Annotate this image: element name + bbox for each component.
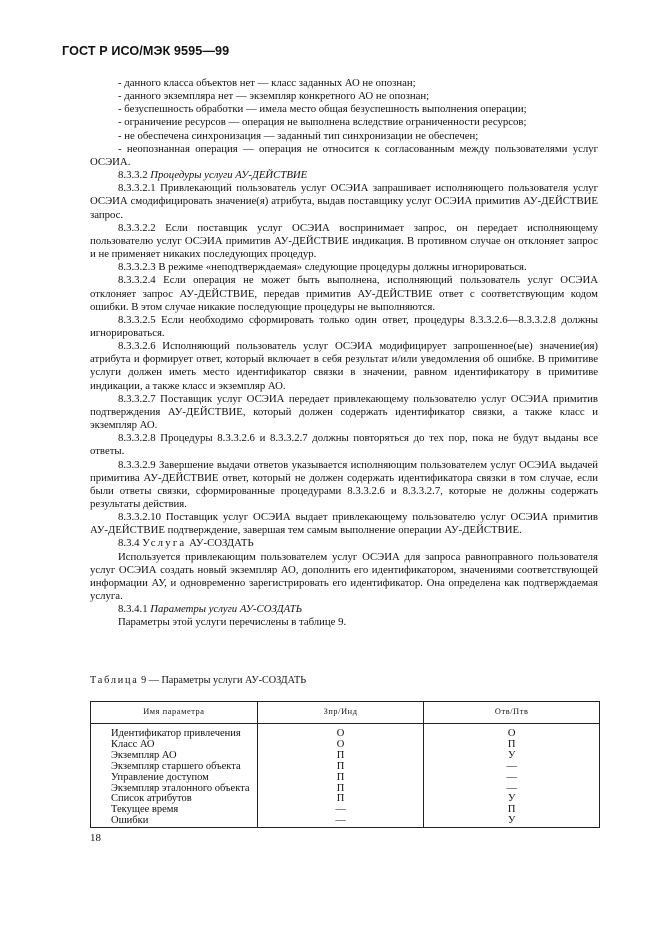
paragraph-text: - ограничение ресурсов — операция не выполнена вследствие ограниченности ресурсов; — [118, 116, 527, 129]
column-header-response: Отв/Птв — [424, 702, 600, 724]
table-row — [91, 773, 600, 784]
paragraph-text: АУ-СОЗДАТЬ — [189, 537, 254, 550]
paragraph — [90, 459, 598, 512]
paragraph-text: - данного экземпляра нет — экземпляр конкретного АО не опознан; — [118, 90, 430, 103]
paragraph — [90, 182, 598, 221]
request-cell: П — [257, 794, 424, 805]
response-cell: — — [424, 784, 600, 795]
section-title: Процедуры услуги АУ-ДЕЙСТВИЕ — [150, 169, 308, 182]
section-number: 8.3.4.1 — [118, 603, 148, 616]
response-cell: О — [424, 724, 600, 740]
paragraph — [90, 551, 598, 604]
paragraph-text: - безуспешность обработки — имела место общая безуспешность выполнения операции; — [118, 103, 527, 116]
column-header-name: Имя параметра — [91, 702, 258, 724]
paragraph — [90, 130, 598, 143]
paragraph — [90, 90, 598, 103]
response-cell: — — [424, 773, 600, 784]
parameter-name-cell: Идентификатор привлечения — [91, 724, 258, 740]
paragraph — [90, 77, 598, 90]
paragraph-text: 8.3.3.2.1 Привлекающий пользователь услуг ОСЭИА запрашивает исполняющего пользователя услуг ОСЭИА смодифицировать значение(я) атрибута, выдав поставщику услуг ОСЭИА примитив АУ-ДЕЙСТВИЕ запрос. — [90, 182, 598, 221]
paragraph — [90, 616, 598, 629]
document-header: ГОСТ Р ИСО/МЭК 9595—99 — [62, 44, 230, 58]
paragraph — [90, 340, 598, 393]
paragraph-text: Используется привлекающим пользователем услуг ОСЭИА для запроса равноправного пользователя услуг ОСЭИА создать новый экземпляр АО, дополнить его идентификатором, значениями соответствующей информации АУ, и одновременно зарегистрировать его идентификатор. Она определена как подтверждаемая услуга. — [90, 550, 598, 603]
response-cell: П — [424, 740, 600, 751]
paragraph — [90, 261, 598, 274]
parameter-name-cell: Ошибки — [91, 816, 258, 827]
paragraph-text: 8.3.3.2.5 Если необходимо сформировать только один ответ, процедуры 8.3.3.2.6—8.3.3.2.8 должны игнорироваться. — [90, 313, 598, 339]
response-cell: У — [424, 751, 600, 762]
table-row — [91, 816, 600, 827]
table-caption — [90, 675, 306, 686]
paragraph-text: 8.3.3.2.7 Поставщик услуг ОСЭИА передает привлекающему пользователю услуг ОСЭИА примитив подтверждения АУ-ДЕЙСТВИЕ, который должен содержать идентификатор связки, а также класс и экземпляр АО. — [90, 392, 598, 432]
parameter-name-cell: Список атрибутов — [91, 794, 258, 805]
parameter-name-cell: Управление доступом — [91, 773, 258, 784]
request-cell: О — [257, 724, 424, 740]
paragraph — [90, 511, 598, 537]
paragraph-text: 8.3.3.2.4 Если операция не может быть выполнена, исполняющий пользователь услуг ОСЭИА отклоняет запрос АУ-ДЕЙСТВИЕ, передав примитив АУ-ДЕЙСТВИЕ ответ с соответствующим кодом ошибки. В этом случае никакие последующие процедуры не выполняются. — [90, 274, 598, 313]
table-row — [91, 762, 600, 773]
parameter-name-cell: Экземпляр эталонного объекта — [91, 784, 258, 795]
parameter-name-cell: Класс АО — [91, 740, 258, 751]
parameter-name-cell: Текущее время — [91, 805, 258, 816]
request-cell: П — [257, 773, 424, 784]
parameters-table — [90, 701, 600, 828]
table-header-row — [91, 702, 600, 724]
paragraph-text: Параметры этой услуги перечислены в таблице 9. — [118, 616, 347, 629]
page-number: 18 — [90, 832, 101, 844]
paragraph — [90, 393, 598, 432]
body-text — [90, 77, 598, 630]
table-row — [91, 724, 600, 740]
request-cell: — — [257, 816, 424, 827]
parameter-name-cell: Экземпляр старшего объекта — [91, 762, 258, 773]
paragraph-text: - не обеспечена синхронизация — заданный тип синхронизации не обеспечен; — [118, 129, 479, 142]
paragraph — [90, 143, 598, 169]
request-cell: П — [257, 762, 424, 773]
paragraph — [90, 222, 598, 261]
request-cell: П — [257, 784, 424, 795]
paragraph-text: - неопознанная операция — операция не относится к согласованным между пользователями услуг ОСЭИА. — [90, 142, 598, 168]
paragraph — [90, 603, 598, 616]
paragraph-text: 8.3.3.2.6 Исполняющий пользователь услуг ОСЭИА модифицирует запрошенное(ые) значение(ия) атрибута и формирует ответ, который включает в себя результат и/или уведомления об ошибке. В примитиве услуги должен иметь место идентификатор связки в значении, равном идентификатору в примитиве индикации, а также класс и экземпляр АО. — [90, 340, 598, 392]
table-caption-text: 9 — Параметры услуги АУ-СОЗДАТЬ — [141, 675, 307, 686]
request-cell: П — [257, 751, 424, 762]
paragraph — [90, 274, 598, 313]
paragraph-text: 8.3.3.2.8 Процедуры 8.3.3.2.6 и 8.3.3.2.7 должны повторяться до тех пор, пока не будут выданы все ответы. — [90, 432, 598, 458]
section-number: 8.3.3.2 — [118, 169, 148, 182]
column-header-request: Зпр/Инд — [257, 702, 424, 724]
paragraph-text: 8.3.3.2.2 Если поставщик услуг ОСЭИА воспринимает запрос, он передает исполняющему пользователю услуг ОСЭИА примитив АУ-ДЕЙСТВИЕ индикация. В противном случае он отклоняет запрос и не применяет никаких последующих процедур. — [90, 221, 598, 261]
response-cell: — — [424, 762, 600, 773]
paragraph-text: - данного класса объектов нет — класс заданных АО не опознан; — [118, 77, 416, 89]
response-cell: У — [424, 816, 600, 827]
request-cell: О — [257, 740, 424, 751]
table-caption-label: Таблица — [90, 675, 139, 686]
request-cell: — — [257, 805, 424, 816]
response-cell: П — [424, 805, 600, 816]
paragraph — [90, 169, 598, 182]
paragraph — [90, 116, 598, 129]
paragraph-text: 8.3.3.2.3 В режиме «неподтверждаемая» следующие процедуры должны игнорироваться. — [118, 261, 527, 274]
paragraph — [90, 103, 598, 116]
paragraph — [90, 432, 598, 458]
paragraph — [90, 314, 598, 340]
section-number: 8.3.4 — [118, 537, 140, 550]
paragraph-text: 8.3.3.2.10 Поставщик услуг ОСЭИА выдает привлекающему пользователю услуг ОСЭИА примитив АУ-ДЕЙСТВИЕ подтверждение, завершая тем самым выполнение операции АУ-ДЕЙСТВИЕ. — [90, 511, 598, 537]
table-body — [91, 724, 600, 828]
section-title: Параметры услуги АУ-СОЗДАТЬ — [150, 603, 303, 616]
response-cell: У — [424, 794, 600, 805]
paragraph-text: 8.3.3.2.9 Завершение выдачи ответов указывается исполняющим пользователем услуг ОСЭИА выдачей примитива АУ-ДЕЙСТВИЕ ответ, который не должен содержать идентификатора связки в том случае, если были ответы связки, сформированные процедурами 8.3.3.2.6 и 8.3.3.2.7, которые не должны содержать результаты действия. — [90, 458, 598, 510]
parameter-name-cell: Экземпляр АО — [91, 751, 258, 762]
paragraph — [90, 537, 598, 550]
section-title-spaced: Услуга — [142, 537, 187, 550]
